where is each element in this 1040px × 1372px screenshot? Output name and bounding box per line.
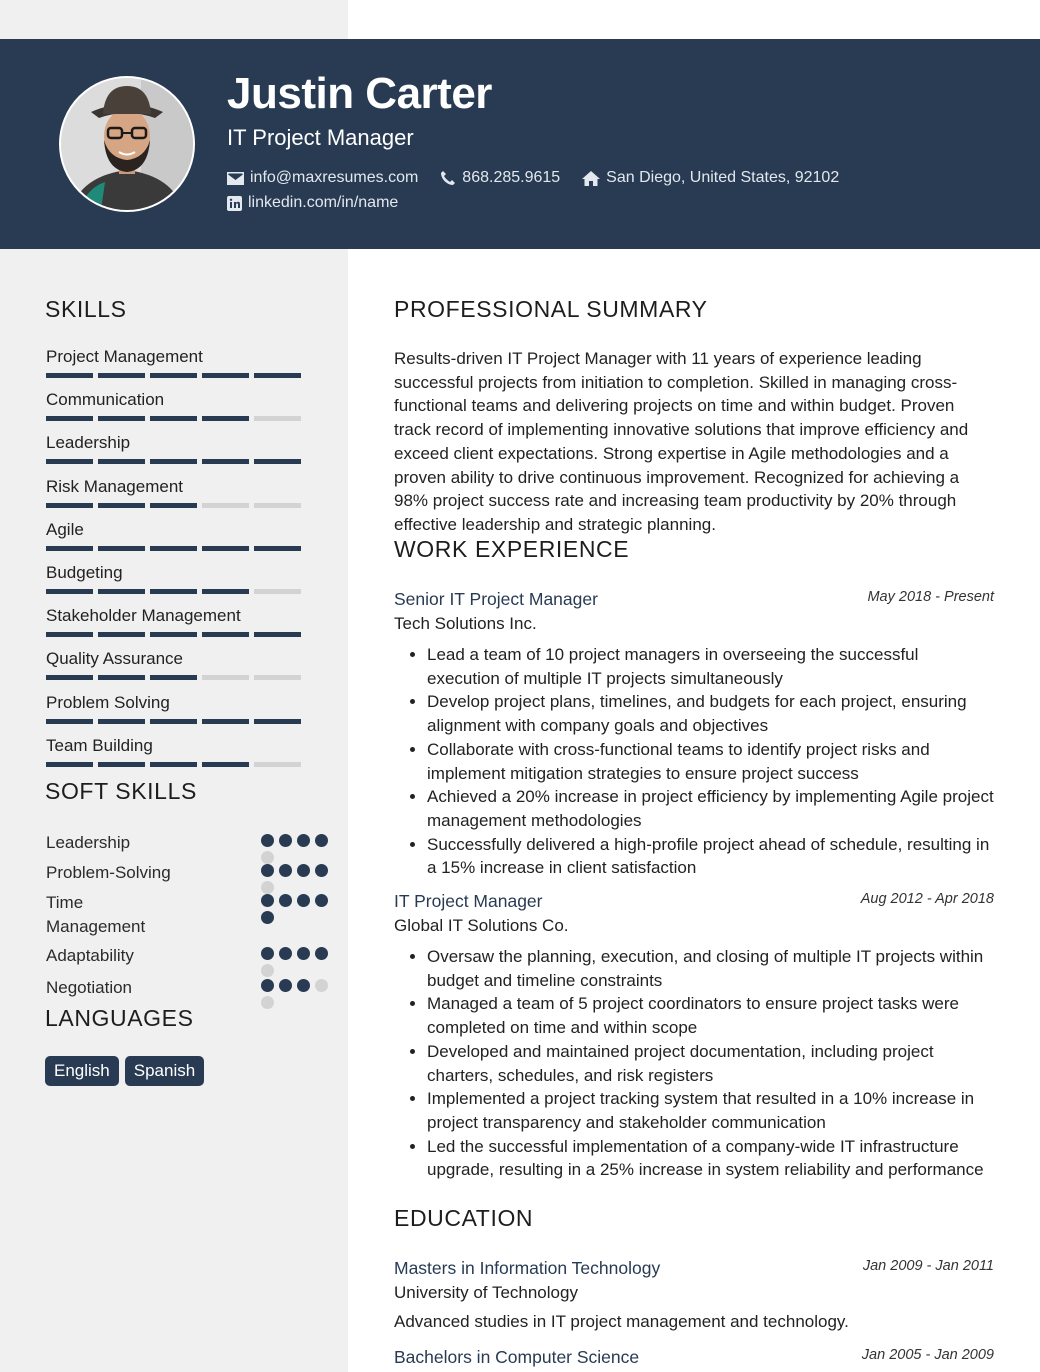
job-entry bbox=[394, 891, 994, 1182]
job-bullet: • Develop project plans, timelines, and budgets for each project, ensuring alignment with company goals and objectives bbox=[427, 690, 994, 737]
soft-skill-level-dots bbox=[261, 834, 333, 864]
soft-skill-level-dot bbox=[261, 864, 274, 877]
soft-skill-label: Time Management bbox=[46, 893, 146, 936]
job-bullet: • Developed and maintained project documentation, including project charters, schedules, and risk registers bbox=[427, 1040, 994, 1087]
skill-level-segment bbox=[254, 632, 301, 637]
soft-skill-level-dot bbox=[261, 911, 274, 924]
soft-skill-level-dot bbox=[261, 851, 274, 864]
skill-label: Stakeholder Management bbox=[46, 606, 241, 626]
soft-skill-label: Problem-Solving bbox=[46, 863, 171, 882]
skill-level-bars bbox=[46, 546, 301, 551]
soft-skill-level-dot bbox=[279, 979, 292, 992]
education-degree: Bachelors in Computer Science bbox=[394, 1347, 640, 1367]
soft-skill-level-dot bbox=[279, 947, 292, 960]
job-bullet: • Implemented a project tracking system that resulted in a 10% increase in project transparency and stakeholder communication bbox=[427, 1087, 994, 1134]
skill-level-segment bbox=[98, 719, 145, 724]
skill-level-segment bbox=[98, 546, 145, 551]
summary-text: Results-driven IT Project Manager with 11 years of experience leading successful projects from initiation to completion. Skilled in managing cross-functional teams and delivering projects on time and within budget. Proven track record of implementing innovative solutions that improve efficiency and exceed client expectations. Strong expertise in Agile methodologies and a proven ability to drive continuous improvement. Recognized for achieving a 98% project success rate and increasing team productivity by 20% through effective leadership and strategic planning. bbox=[394, 349, 969, 534]
skill-level-bars bbox=[46, 675, 301, 680]
skill-level-bars bbox=[46, 762, 301, 767]
education-date: Jan 2009 - Jan 2011 bbox=[862, 1258, 994, 1274]
soft-skill-level-dot bbox=[315, 834, 328, 847]
skill-level-segment bbox=[46, 719, 93, 724]
skill-label: Leadership bbox=[46, 433, 131, 453]
education-heading: EDUCATION bbox=[394, 1205, 534, 1231]
skill-level-segment bbox=[202, 503, 249, 508]
soft-skill-level-dots bbox=[261, 979, 333, 1009]
skill-level-segment bbox=[46, 762, 93, 767]
skill-level-segment bbox=[46, 459, 93, 464]
skill-level-segment bbox=[98, 416, 145, 421]
language-tag: English bbox=[45, 1056, 119, 1086]
job-role: Senior IT Project Manager bbox=[394, 589, 598, 609]
skill-level-segment bbox=[202, 589, 249, 594]
soft-skill-label: Adaptability bbox=[46, 946, 134, 965]
skill-level-segment bbox=[202, 632, 249, 637]
skill-level-bars bbox=[46, 632, 301, 637]
skill-level-segment bbox=[150, 762, 197, 767]
skill-level-segment bbox=[46, 416, 93, 421]
skill-level-segment bbox=[98, 459, 145, 464]
education-entry bbox=[394, 1258, 994, 1332]
skill-label: Risk Management bbox=[46, 476, 184, 496]
soft-skill-level-dot bbox=[279, 864, 292, 877]
candidate-name: Justin Carter bbox=[227, 69, 492, 118]
skill-level-bars bbox=[46, 503, 301, 508]
avatar bbox=[59, 76, 195, 212]
soft-skill-level-dot bbox=[297, 834, 310, 847]
skill-level-segment bbox=[98, 632, 145, 637]
soft-skill-level-dot bbox=[261, 881, 274, 894]
skill-level-segment bbox=[46, 546, 93, 551]
linkedin-text[interactable]: linkedin.com/in/name bbox=[248, 194, 399, 211]
skill-level-segment bbox=[202, 373, 249, 378]
job-company: Global IT Solutions Co. bbox=[394, 916, 569, 935]
resume-header bbox=[0, 39, 1040, 249]
skill-level-segment bbox=[202, 675, 249, 680]
education-description: Advanced studies in IT project management and technology. bbox=[394, 1312, 849, 1331]
soft-skill-label: Negotiation bbox=[46, 978, 133, 997]
skill-level-segment bbox=[150, 373, 197, 378]
summary-heading: PROFESSIONAL SUMMARY bbox=[394, 296, 708, 322]
skill-level-segment bbox=[98, 762, 145, 767]
skill-label: Budgeting bbox=[46, 563, 123, 582]
skill-level-segment bbox=[98, 373, 145, 378]
skill-label: Agile bbox=[46, 519, 84, 539]
skill-level-segment bbox=[254, 503, 301, 508]
soft-skill-level-dot bbox=[261, 964, 274, 977]
skill-level-segment bbox=[46, 373, 93, 378]
education-entry bbox=[394, 1347, 994, 1368]
skill-level-segment bbox=[202, 719, 249, 724]
soft-skill-level-dot bbox=[261, 996, 274, 1009]
skill-level-segment bbox=[254, 416, 301, 421]
soft-skill-level-dot bbox=[315, 894, 328, 907]
experience-heading: WORK EXPERIENCE bbox=[394, 536, 630, 562]
job-date: Aug 2012 - Apr 2018 bbox=[860, 891, 994, 907]
contact-email[interactable] bbox=[227, 169, 418, 187]
soft-skill-level-dot bbox=[261, 834, 274, 847]
skill-level-segment bbox=[254, 762, 301, 767]
soft-skill-level-dots bbox=[261, 864, 333, 894]
skill-item bbox=[46, 693, 302, 713]
skill-item bbox=[46, 649, 302, 669]
skill-level-segment bbox=[46, 589, 93, 594]
skill-item bbox=[46, 433, 302, 453]
skill-level-segment bbox=[150, 632, 197, 637]
soft-skill-level-dot bbox=[279, 834, 292, 847]
job-bullets bbox=[394, 643, 994, 880]
skill-item bbox=[46, 736, 302, 756]
skills-heading: SKILLS bbox=[45, 296, 127, 322]
soft-skill-level-dot bbox=[297, 979, 310, 992]
skill-item bbox=[46, 390, 302, 410]
job-bullet: • Achieved a 20% increase in project efficiency by implementing Agile project management methodologies bbox=[427, 785, 994, 832]
job-date: May 2018 - Present bbox=[867, 589, 994, 605]
job-bullet: • Collaborate with cross-functional teams to identify project risks and implement mitigation strategies to ensure project success bbox=[427, 738, 994, 785]
candidate-title: IT Project Manager bbox=[227, 125, 414, 150]
job-bullets bbox=[394, 945, 994, 1182]
skill-level-bars bbox=[46, 589, 301, 594]
skill-item bbox=[46, 347, 302, 367]
skill-level-segment bbox=[202, 416, 249, 421]
contact-linkedin[interactable] bbox=[227, 194, 398, 212]
contact-phone[interactable] bbox=[440, 169, 560, 187]
skill-level-segment bbox=[150, 546, 197, 551]
soft-skill-level-dots bbox=[261, 947, 333, 977]
skill-level-segment bbox=[150, 589, 197, 594]
skill-item bbox=[46, 606, 302, 626]
skill-level-segment bbox=[98, 589, 145, 594]
skill-level-segment bbox=[98, 675, 145, 680]
skill-item bbox=[46, 563, 302, 583]
skill-level-segment bbox=[46, 503, 93, 508]
skill-level-segment bbox=[150, 503, 197, 508]
skill-level-segment bbox=[254, 546, 301, 551]
soft-skill-level-dots bbox=[261, 894, 333, 924]
skill-level-bars bbox=[46, 459, 301, 464]
skill-level-segment bbox=[98, 503, 145, 508]
skill-level-segment bbox=[254, 459, 301, 464]
skill-level-segment bbox=[150, 719, 197, 724]
job-bullet: • Oversaw the planning, execution, and closing of multiple IT projects within budget and timeline constraints bbox=[427, 945, 994, 992]
skill-item bbox=[46, 520, 302, 540]
skill-level-bars bbox=[46, 719, 301, 724]
soft-skill-level-dot bbox=[297, 947, 310, 960]
location-text: San Diego, United States, 92102 bbox=[606, 169, 840, 186]
contact-location bbox=[582, 169, 839, 187]
envelope-icon bbox=[227, 172, 244, 185]
languages-list bbox=[45, 1056, 204, 1086]
soft-skill-level-dot bbox=[315, 947, 328, 960]
linkedin-icon bbox=[227, 196, 242, 211]
soft-skill-label: Leadership bbox=[46, 833, 131, 852]
skill-level-segment bbox=[254, 719, 301, 724]
soft-skills-heading: SOFT SKILLS bbox=[45, 778, 197, 804]
skill-item bbox=[46, 477, 302, 497]
job-entry bbox=[394, 589, 994, 880]
skill-level-segment bbox=[254, 373, 301, 378]
soft-skill-level-dot bbox=[279, 894, 292, 907]
skill-level-segment bbox=[202, 546, 249, 551]
soft-skill-level-dot bbox=[261, 894, 274, 907]
job-role: IT Project Manager bbox=[394, 891, 543, 911]
soft-skill-level-dot bbox=[261, 947, 274, 960]
home-icon bbox=[582, 171, 600, 186]
soft-skill-level-dot bbox=[315, 864, 328, 877]
skill-level-segment bbox=[202, 762, 249, 767]
soft-skill-level-dot bbox=[297, 864, 310, 877]
skill-label: Quality Assurance bbox=[46, 649, 184, 669]
soft-skill-level-dot bbox=[315, 979, 328, 992]
language-tag: Spanish bbox=[125, 1056, 204, 1086]
contact-row-1 bbox=[227, 169, 839, 187]
soft-skill-level-dot bbox=[261, 979, 274, 992]
skill-level-segment bbox=[150, 416, 197, 421]
skill-level-segment bbox=[46, 632, 93, 637]
education-school: University of Technology bbox=[394, 1283, 578, 1302]
job-bullet: • Managed a team of 5 project coordinators to ensure project tasks were completed on time and within scope bbox=[427, 992, 994, 1039]
skill-level-bars bbox=[46, 373, 301, 378]
skill-level-segment bbox=[46, 675, 93, 680]
skill-level-segment bbox=[150, 675, 197, 680]
job-bullet: • Led the successful implementation of a company-wide IT infrastructure upgrade, resulting in a 25% increase in system reliability and performance bbox=[427, 1135, 994, 1182]
phone-text[interactable]: 868.285.9615 bbox=[462, 169, 561, 186]
phone-icon bbox=[440, 170, 456, 186]
soft-skill-level-dot bbox=[297, 894, 310, 907]
job-company: Tech Solutions Inc. bbox=[394, 614, 537, 633]
job-bullet: • Successfully delivered a high-profile project ahead of schedule, resulting in a 15% increase in client satisfaction bbox=[427, 833, 994, 880]
languages-heading: LANGUAGES bbox=[45, 1005, 194, 1031]
skill-label: Problem Solving bbox=[46, 692, 170, 712]
skill-level-segment bbox=[254, 589, 301, 594]
profile-photo bbox=[61, 78, 193, 210]
skill-label: Team Building bbox=[46, 735, 153, 755]
email-text[interactable]: info@maxresumes.com bbox=[250, 169, 419, 186]
skill-level-segment bbox=[150, 459, 197, 464]
skill-level-segment bbox=[254, 675, 301, 680]
education-date: Jan 2005 - Jan 2009 bbox=[861, 1347, 994, 1363]
skill-level-segment bbox=[202, 459, 249, 464]
skill-label: Project Management bbox=[46, 347, 203, 366]
education-degree: Masters in Information Technology bbox=[394, 1258, 661, 1278]
contact-row-2 bbox=[227, 194, 398, 212]
skill-label: Communication bbox=[46, 390, 165, 410]
job-bullet: • Lead a team of 10 project managers in overseeing the successful execution of multiple IT projects simultaneously bbox=[427, 643, 994, 690]
skill-level-bars bbox=[46, 416, 301, 421]
